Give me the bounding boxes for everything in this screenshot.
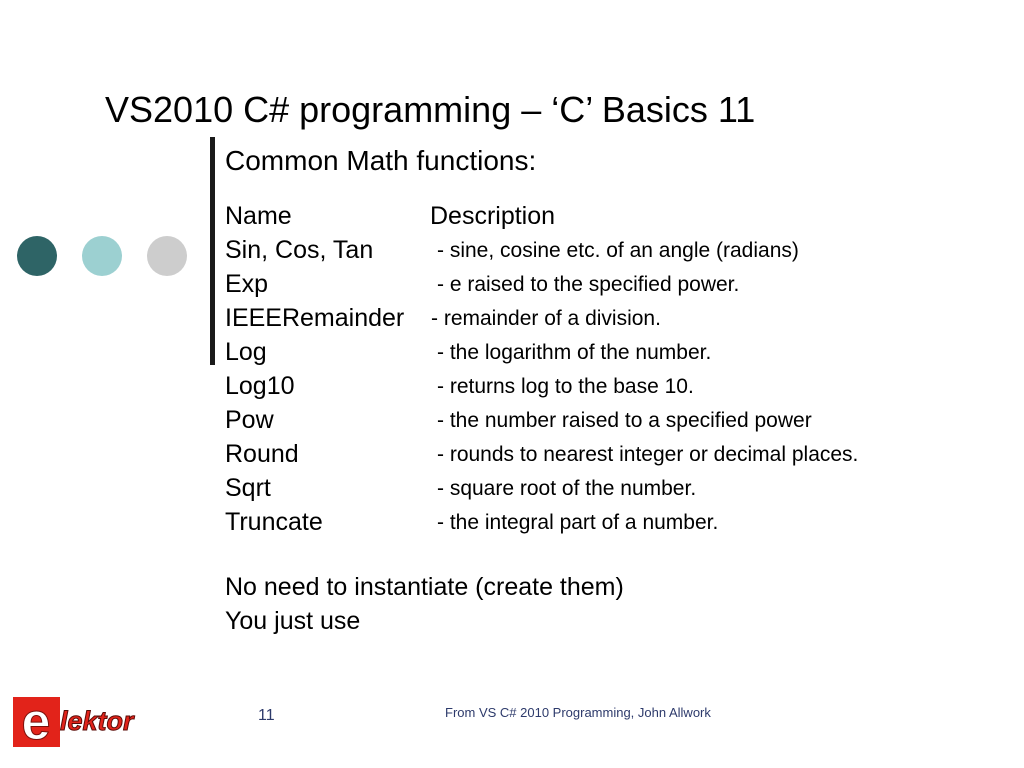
function-description: - the number raised to a specified power (437, 409, 812, 432)
function-name: Sqrt (225, 474, 271, 502)
function-name: Round (225, 440, 299, 468)
logo-word: lektor (60, 706, 134, 736)
note-line: You just use (225, 607, 361, 635)
function-description: - the integral part of a number. (437, 511, 719, 534)
function-name: Exp (225, 270, 269, 298)
decorative-circle-light (82, 236, 122, 276)
function-name: IEEERemainder (225, 304, 405, 332)
decorative-circle-grey (147, 236, 187, 276)
page-number: 11 (258, 707, 275, 724)
note-line: No need to instantiate (create them) (225, 573, 624, 601)
function-name: Truncate (225, 508, 323, 536)
header-name: Name (225, 202, 292, 230)
function-name: Pow (225, 406, 274, 434)
decorative-circle-dark (17, 236, 57, 276)
function-description: - rounds to nearest integer or decimal places. (437, 443, 859, 466)
function-description: - sine, cosine etc. of an angle (radians) (437, 239, 799, 262)
function-description: - remainder of a division. (431, 307, 661, 330)
function-description: - e raised to the specified power. (437, 273, 740, 296)
header-description: Description (430, 202, 556, 230)
function-name: Log (225, 338, 267, 366)
function-description: - returns log to the base 10. (437, 375, 694, 398)
function-description: - square root of the number. (437, 477, 697, 500)
slide-subtitle: Common Math functions: (225, 145, 537, 176)
vertical-accent-bar (210, 137, 215, 365)
source-credit: From VS C# 2010 Programming, John Allwork (445, 705, 711, 720)
slide-title: VS2010 C# programming – ‘C’ Basics 11 (105, 89, 756, 130)
function-name: Log10 (225, 372, 295, 400)
logo-e-letter: e (21, 697, 51, 747)
elektor-logo (13, 697, 167, 747)
function-name: Sin, Cos, Tan (225, 236, 374, 264)
function-description: - the logarithm of the number. (437, 341, 712, 364)
